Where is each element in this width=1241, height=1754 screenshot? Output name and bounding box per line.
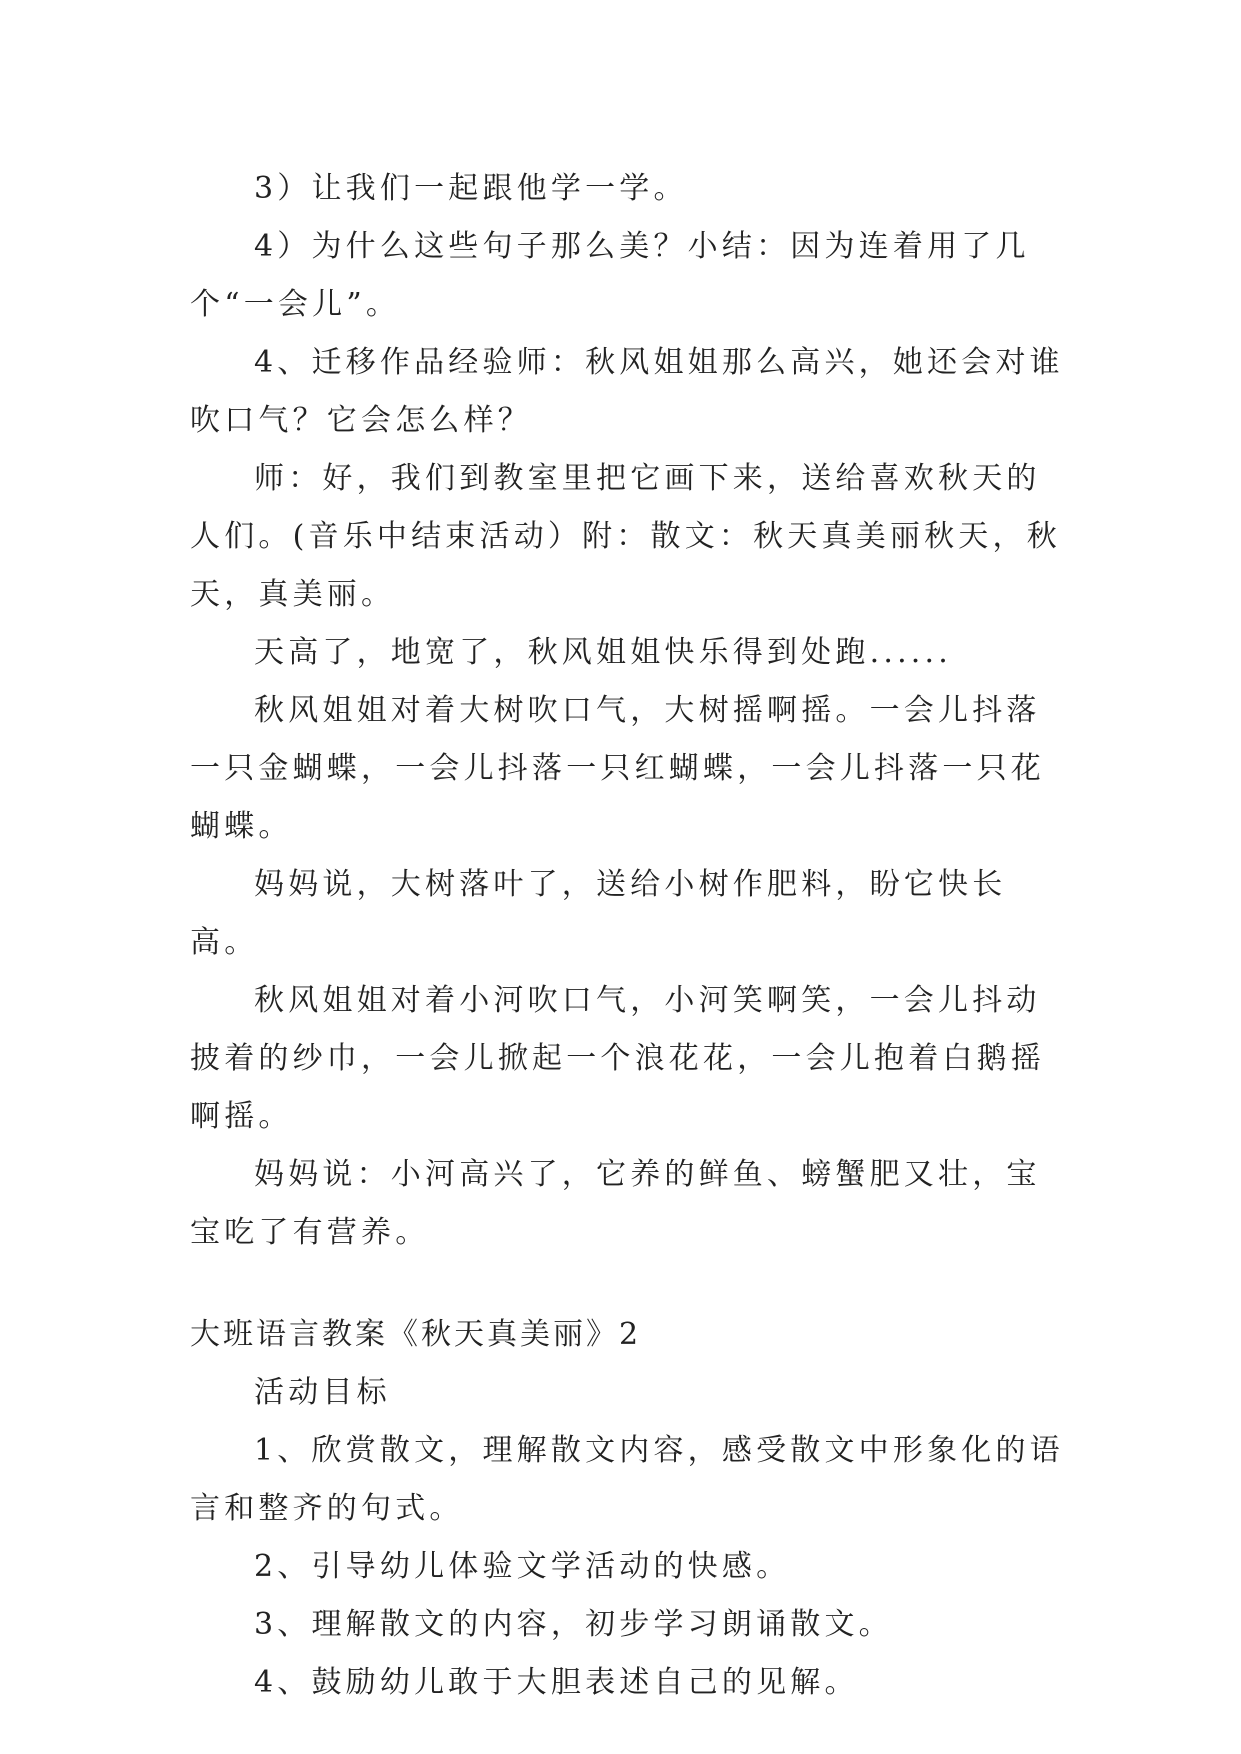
paragraph: 4、迁移作品经验师：秋风姐姐那么高兴，她还会对谁吹口气？它会怎么样？ [190, 345, 1064, 438]
document-body [190, 160, 1070, 1712]
paragraph: 4）为什么这些句子那么美？小结：因为连着用了几个“一会儿”。 [190, 229, 1030, 322]
paragraph: 妈妈说：小河高兴了，它养的鲜鱼、螃蟹肥又壮，宝宝吃了有营养。 [190, 1157, 1041, 1250]
paragraph: 1、欣赏散文，理解散文内容，感受散文中形象化的语言和整齐的句式。 [190, 1433, 1064, 1526]
section-title: 大班语言教案《秋天真美丽》2 [190, 1317, 642, 1352]
paragraph: 妈妈说，大树落叶了，送给小树作肥料，盼它快长高。 [190, 867, 1007, 960]
paragraph: 4、鼓励幼儿敢于大胆表述自己的见解。 [254, 1665, 859, 1700]
paragraph: 秋风姐姐对着大树吹口气，大树摇啊摇。一会儿抖落一只金蝴蝶，一会儿抖落一只红蝴蝶，一会儿抖落一只花蝴蝶。 [190, 693, 1045, 844]
subheading: 活动目标 [254, 1375, 391, 1410]
paragraph: 3）让我们一起跟他学一学。 [254, 171, 688, 206]
paragraph: 天高了，地宽了，秋风姐姐快乐得到处跑...... [254, 635, 953, 670]
paragraph: 师：好，我们到教室里把它画下来，送给喜欢秋天的人们。(音乐中结束活动）附：散文：秋天真美丽秋天，秋天，真美丽。 [190, 461, 1061, 612]
paragraph: 3、理解散文的内容，初步学习朗诵散文。 [254, 1607, 893, 1642]
paragraph: 秋风姐姐对着小河吹口气，小河笑啊笑，一会儿抖动披着的纱巾，一会儿掀起一个浪花花，一会儿抱着白鹅摇啊摇。 [190, 983, 1045, 1134]
paragraph: 2、引导幼儿体验文学活动的快感。 [254, 1549, 791, 1584]
